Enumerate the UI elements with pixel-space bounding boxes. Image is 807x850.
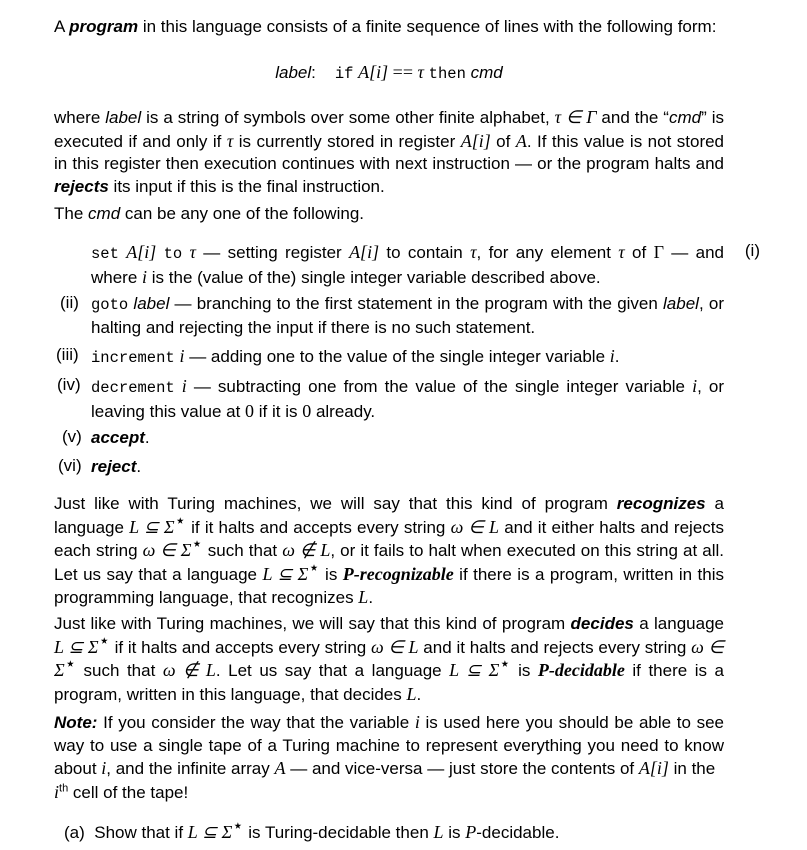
item-label: (v) [62,427,82,446]
item-text: reject. [91,457,142,476]
item-label: (iv) [57,375,81,394]
item-label: (i) [744,241,760,260]
item-text: increment i — adding one to the value of the single integer variable i. [91,346,620,367]
item-text: accept. [91,428,150,447]
note-paragraph: Note: If you consider the way that the variable i is used here you should be able to see way to use a single tape of a Turing machine to represent everything you need to know about i, and the infinite array A — and vice-versa — just store the contents of A[i] in the $i^{th}$ cell of the tape! [54,712,724,802]
cmd-intro: The cmd can be any one of the following. [54,204,364,223]
where-paragraph: where label is a string of symbols over some other finite alphabet, τ ∈ Γ and the “cmd” is executed if and only if τ is currently stored in register A[i] of A. If this value is not stored in this register then execution continues with next instruction — or the program halts and rejects its input if this is the final instruction. [54,107,725,196]
intro-paragraph: A program in this language consists of a finite sequence of lines with the following form: [54,17,717,36]
item-label: (iii) [56,345,79,364]
term-program: program [69,17,139,36]
item-text: set A[i] to τ — setting register A[i] to contain τ, for any element τ of Γ — and where i is the (value of the) single integer variable described above. [91,242,725,287]
item-text: goto label — branching to the first statement in the program with the given label, or halting and rejecting the input if there is no such statement. [91,294,724,337]
item-label: (vi) [58,456,82,475]
decides-paragraph: Just like with Turing machines, we will say that this kind of program decides a language L ⊆ Σ⋆ if it halts and accepts every string ω ∈ L and it halts and rejects every string ω ∈ Σ⋆ such that ω ∉ L. Let us say that a language L ⊆ Σ⋆ is P-decidable if there is a program, written in this language, that decides L. [54,614,724,704]
item-text: decrement i — subtracting one from the value of the single integer variable i, or leaving this value at 0 if it is 0 already. [91,376,724,421]
program-line-form: label: if A[i] == τ then cmd [275,62,503,83]
item-label: (ii) [60,293,79,312]
question-a: (a) Show that if L ⊆ Σ⋆ is Turing-decidable then L is P-decidable. [64,815,560,842]
recognizes-paragraph: Just like with Turing machines, we will say that this kind of program recognizes a language L ⊆ Σ⋆ if it halts and accepts every string ω ∈ L and it either halts and rejects each string ω ∈ Σ⋆ such that ω ∉ L, or it fails to halt when executed on this string at all. Let us say that a language L ⊆ Σ⋆ is P-recognizable if there is a program, written in this programming language, that recognizes L. [54,494,725,607]
